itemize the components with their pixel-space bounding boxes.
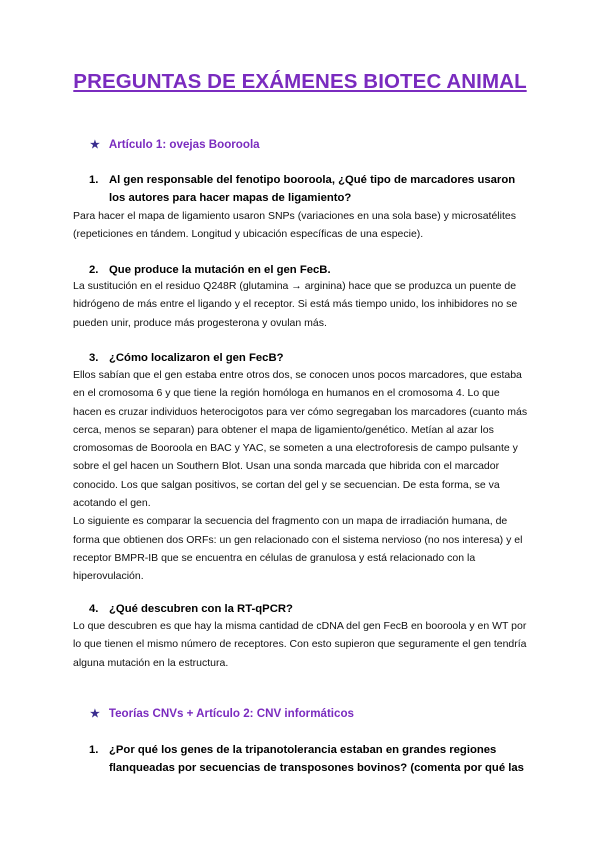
answer-1 [73, 207, 528, 244]
question-text: Que produce la mutación en el gen FecB. [109, 264, 331, 276]
answer-3 [73, 366, 528, 586]
section-heading-2 [90, 707, 354, 720]
question-text: ¿Qué descubren con la RT-qPCR? [109, 603, 293, 615]
question-text: ¿Cómo localizaron el gen FecB? [109, 352, 284, 364]
answer-paragraph: La sustitución en el residuo Q248R (glutamina → arginina) hace que se produzca un puente de hidrógeno de más entre el ligando y el receptor. Si está más tiempo unido, los inhibidores no se pueden unir, produce más progesterona y ovulan más. [73, 280, 518, 329]
question-5 [89, 741, 529, 777]
answer-paragraph: Lo siguiente es comparar la secuencia del fragmento con un mapa de irradiación humana, de forma que obtienen dos ORFs: un gen relacionado con el sistema nervioso (no nos interesa) y el receptor BMPR-IB que se encuentra en células de granulosa y está relacionado con la hiperovulación. [73, 515, 523, 583]
star-bullet-icon: ★ [90, 139, 100, 151]
question-number: 1. [89, 744, 99, 756]
question-number: 2. [89, 264, 99, 276]
question-text: ¿Por qué los genes de la tripanotolerancia estaban en grandes regiones flanqueadas por secuencias de transposones bovinos? (comenta por qué las [109, 744, 524, 774]
question-text: Al gen responsable del fenotipo booroola, ¿Qué tipo de marcadores usaron los autores para hacer mapas de ligamiento? [109, 174, 516, 204]
answer-paragraph: Ellos sabían que el gen estaba entre otros dos, se conocen unos pocos marcadores, que estaba en el cromosoma 6 y que tiene la región homóloga en humanos en el cromosoma 4. Lo que hacen es cruzar individuos heterocigotos para ver cómo segregaban los marcadores (cuanto más cerca, menos se separan) para obtener el mapa de ligamiento/genético. Metían al azar los cromosomas de Booroola en BAC y YAC, se someten a una electroforesis de campo pulsante y sobre el gel hacen un Southern Blot. Usan una sonda marcada que hibrida con el marcador conocido. Los que salgan positivos, se cortan del gel y se secuencian. De esta forma, se va acotando el gen. [73, 369, 528, 510]
section-heading-text: Artículo 1: ovejas Booroola [108, 138, 260, 151]
answer-paragraph: Lo que descubren es que hay la misma cantidad de cDNA del gen FecB en booroola y en WT por lo que tienen el mismo número de receptores. Con esto supieron que seguramente el gen tendría alguna mutación en la estructura. [73, 620, 527, 669]
question-4 [89, 600, 529, 618]
answer-paragraph: Para hacer el mapa de ligamiento usaron SNPs (variaciones en una sola base) y microsatélites (repeticiones en tándem. Longitud y ubicación específicas de una especie). [73, 210, 516, 241]
question-number: 1. [89, 174, 99, 186]
page-title: PREGUNTAS DE EXÁMENES BIOTEC ANIMAL [73, 70, 527, 93]
question-1 [89, 171, 529, 207]
star-bullet-icon: ★ [90, 708, 100, 720]
section-heading-1 [90, 138, 260, 151]
question-number: 3. [89, 352, 99, 364]
section-heading-text: Teorías CNVs + Artículo 2: CNV informáticos [108, 707, 355, 720]
answer-2 [73, 277, 528, 332]
answer-4 [73, 617, 528, 672]
question-3 [89, 349, 529, 367]
question-number: 4. [89, 603, 99, 615]
